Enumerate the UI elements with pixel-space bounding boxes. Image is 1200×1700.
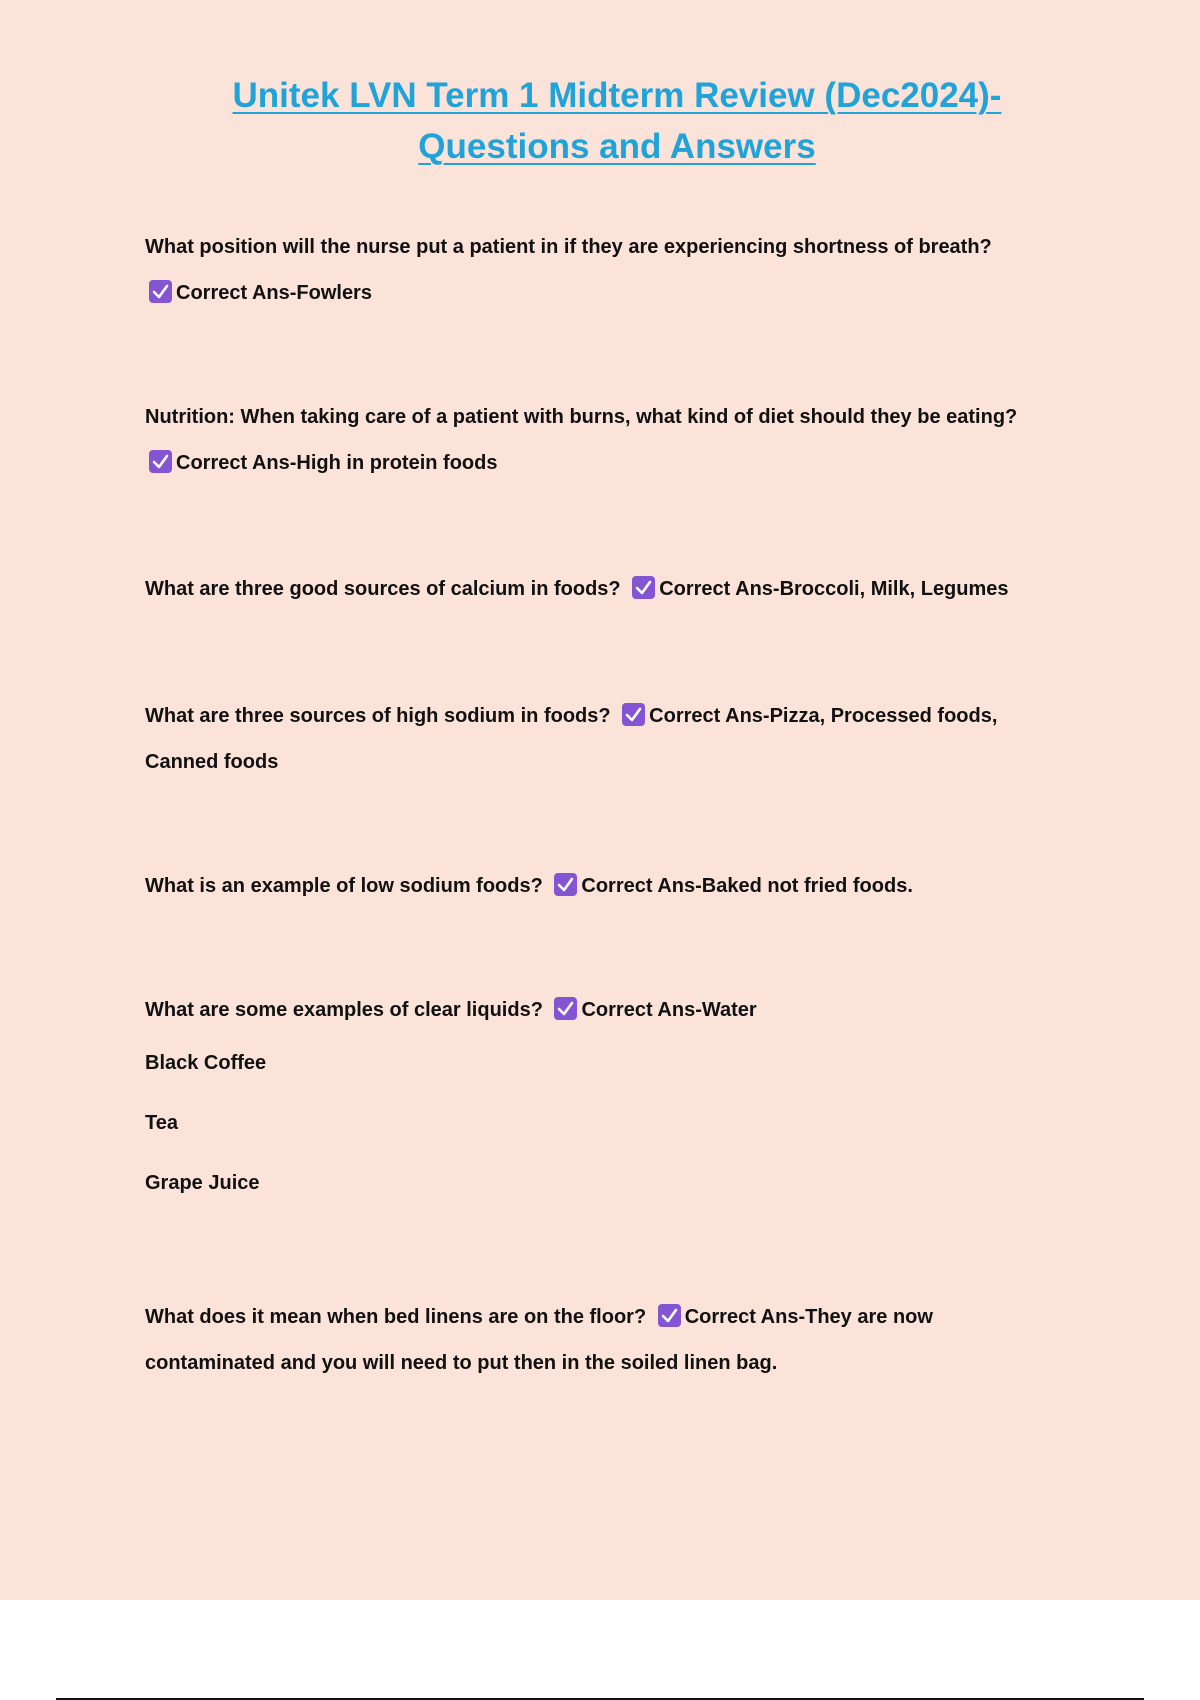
checkbox-checked-icon xyxy=(554,873,577,896)
answer-text: Correct Ans-Broccoli, Milk, Legumes xyxy=(659,578,1009,600)
answer-extra-item: Tea xyxy=(145,1112,178,1134)
answer-continuation: contaminated and you will need to put then in the soiled linen bag. xyxy=(145,1352,778,1374)
qa-item xyxy=(145,566,1085,612)
qa-item xyxy=(145,1294,1085,1386)
qa-item xyxy=(145,693,1085,785)
answer-extra-item: Black Coffee xyxy=(145,1052,267,1074)
qa-item xyxy=(145,224,1085,316)
answer-line xyxy=(145,270,1085,316)
checkbox-checked-icon xyxy=(149,450,172,473)
checkbox-checked-icon xyxy=(554,997,577,1020)
qa-item xyxy=(145,394,1085,486)
checkbox-checked-icon xyxy=(622,703,645,726)
question-text: What is an example of low sodium foods? xyxy=(145,875,543,897)
answer-text: Correct Ans-Pizza, Processed foods, xyxy=(649,705,998,727)
document-title xyxy=(0,70,1200,172)
title-line-1: Unitek LVN Term 1 Midterm Review (Dec2024)- xyxy=(232,76,1002,115)
qa-line xyxy=(145,693,1085,739)
question-text: What does it mean when bed linens are on the floor? xyxy=(145,1306,647,1328)
answer-text: Correct Ans-Baked not fried foods. xyxy=(581,875,913,897)
answer-text: Correct Ans-Fowlers xyxy=(176,282,372,304)
qa-line xyxy=(145,987,1085,1033)
question-text: What are some examples of clear liquids? xyxy=(145,999,543,1021)
answer-line xyxy=(145,440,1085,486)
qa-line xyxy=(145,1294,1085,1340)
checkbox-checked-icon xyxy=(149,280,172,303)
qa-line xyxy=(145,566,1085,612)
question-text: Nutrition: When taking care of a patient with burns, what kind of diet should they be eating? xyxy=(145,406,1018,428)
answer-text: Correct Ans-Water xyxy=(581,999,757,1021)
qa-item xyxy=(145,863,1085,909)
question-text: What are three good sources of calcium in foods? xyxy=(145,578,621,600)
question-text: What position will the nurse put a patient in if they are experiencing shortness of breath? xyxy=(145,236,992,258)
answer-continuation: Canned foods xyxy=(145,751,279,773)
qa-item xyxy=(145,987,1085,1213)
question-text: What are three sources of high sodium in foods? xyxy=(145,705,611,727)
answer-text: Correct Ans-They are now xyxy=(684,1306,933,1328)
qa-line xyxy=(145,863,1085,909)
checkbox-checked-icon xyxy=(632,576,655,599)
answer-text: Correct Ans-High in protein foods xyxy=(176,452,498,474)
checkbox-checked-icon xyxy=(658,1304,681,1327)
title-line-2: Questions and Answers xyxy=(418,127,816,166)
answer-extra-item: Grape Juice xyxy=(145,1172,260,1194)
